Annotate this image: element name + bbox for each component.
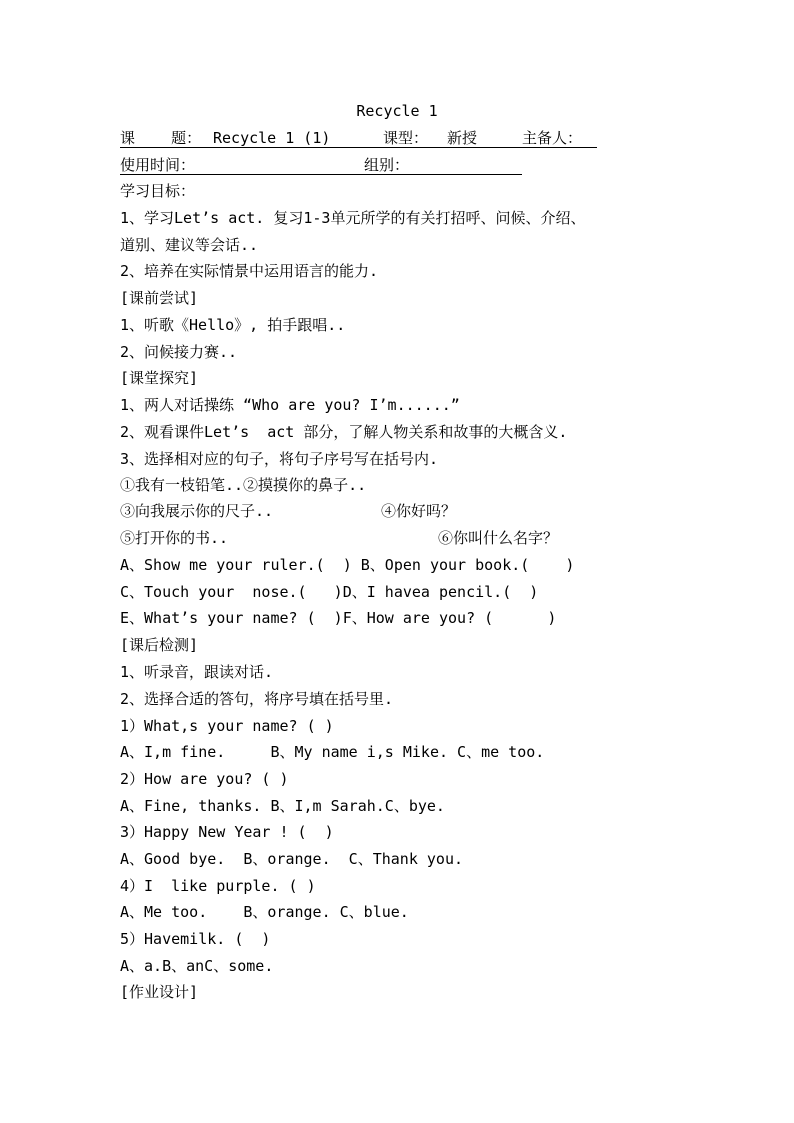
goals-heading: 学习目标： bbox=[120, 182, 196, 200]
goal-line-1: 1、学习Let’s act. 复习1-3单元所学的有关打招呼、问候、介绍、 bbox=[120, 209, 586, 227]
time-label: 使用时间： bbox=[120, 156, 196, 174]
cn-option-row-2-right: ④你好吗？ bbox=[381, 502, 457, 520]
question-5: 5）Havemilk. ( ) bbox=[120, 930, 271, 948]
cn-option-row-1: ①我有一枝铅笔..②摸摸你的鼻子.. bbox=[120, 476, 367, 494]
question-2: 2）How are you? ( ) bbox=[120, 770, 289, 788]
in-class-heading: [课堂探究] bbox=[120, 369, 199, 387]
in-class-item-3: 3、选择相对应的句子，将句子序号写在括号内. bbox=[120, 450, 439, 468]
meta-underline bbox=[120, 174, 522, 175]
header-underline bbox=[120, 147, 597, 148]
type-value: 新授 bbox=[447, 129, 478, 147]
cn-option-row-3-left: ⑤打开你的书.. bbox=[120, 529, 229, 547]
en-option-row-2: C、Touch your nose.( )D、I havea pencil.( ) bbox=[120, 583, 539, 601]
answer-choices-4: A、Me too. B、orange. C、blue. bbox=[120, 903, 409, 921]
after-class-heading: [课后检测] bbox=[120, 636, 199, 654]
goal-line-2: 道别、建议等会话.. bbox=[120, 236, 259, 254]
topic-label: 课 题： bbox=[120, 129, 202, 147]
in-class-item-1: 1、两人对话操练 “Who are you? I’m......” bbox=[120, 396, 460, 414]
cn-option-row-2-left: ③向我展示你的尺子.. bbox=[120, 502, 274, 520]
preparer-label: 主备人： bbox=[522, 129, 583, 147]
question-1: 1）What,s your name? ( ) bbox=[120, 717, 334, 735]
topic-value: Recycle 1 (1) bbox=[213, 129, 331, 147]
in-class-item-2: 2、观看课件Let’s act 部分，了解人物关系和故事的大概含义. bbox=[120, 423, 568, 441]
pre-class-heading: [课前尝试] bbox=[120, 289, 199, 307]
question-3: 3）Happy New Year ! ( ) bbox=[120, 823, 334, 841]
type-label: 课型： bbox=[383, 129, 429, 147]
document-title: Recycle 1 bbox=[356, 102, 438, 120]
goal-line-3: 2、培养在实际情景中运用语言的能力. bbox=[120, 262, 379, 280]
answer-choices-1: A、I,m fine. B、My name i,s Mike. C、me too. bbox=[120, 743, 545, 761]
answer-choices-3: A、Good bye. B、orange. C、Thank you. bbox=[120, 850, 464, 868]
after-class-item-2: 2、选择合适的答句，将序号填在括号里. bbox=[120, 690, 394, 708]
homework-heading: [作业设计] bbox=[120, 983, 199, 1001]
answer-choices-2: A、Fine, thanks. B、I,m Sarah.C、bye. bbox=[120, 797, 445, 815]
group-label: 组别： bbox=[364, 156, 410, 174]
cn-option-row-3-right: ⑥你叫什么名字？ bbox=[438, 529, 559, 547]
question-4: 4）I like purple. ( ) bbox=[120, 877, 316, 895]
pre-class-item-2: 2、问候接力赛.. bbox=[120, 343, 238, 361]
answer-choices-5: A、a.B、anC、some. bbox=[120, 957, 274, 975]
en-option-row-1: A、Show me your ruler.( ) B、Open your book.( ) bbox=[120, 556, 575, 574]
en-option-row-3: E、What’s your name? ( )F、How are you? ( ) bbox=[120, 609, 557, 627]
pre-class-item-1: 1、听歌《Hello》, 拍手跟唱.. bbox=[120, 316, 346, 334]
after-class-item-1: 1、听录音，跟读对话. bbox=[120, 663, 274, 681]
